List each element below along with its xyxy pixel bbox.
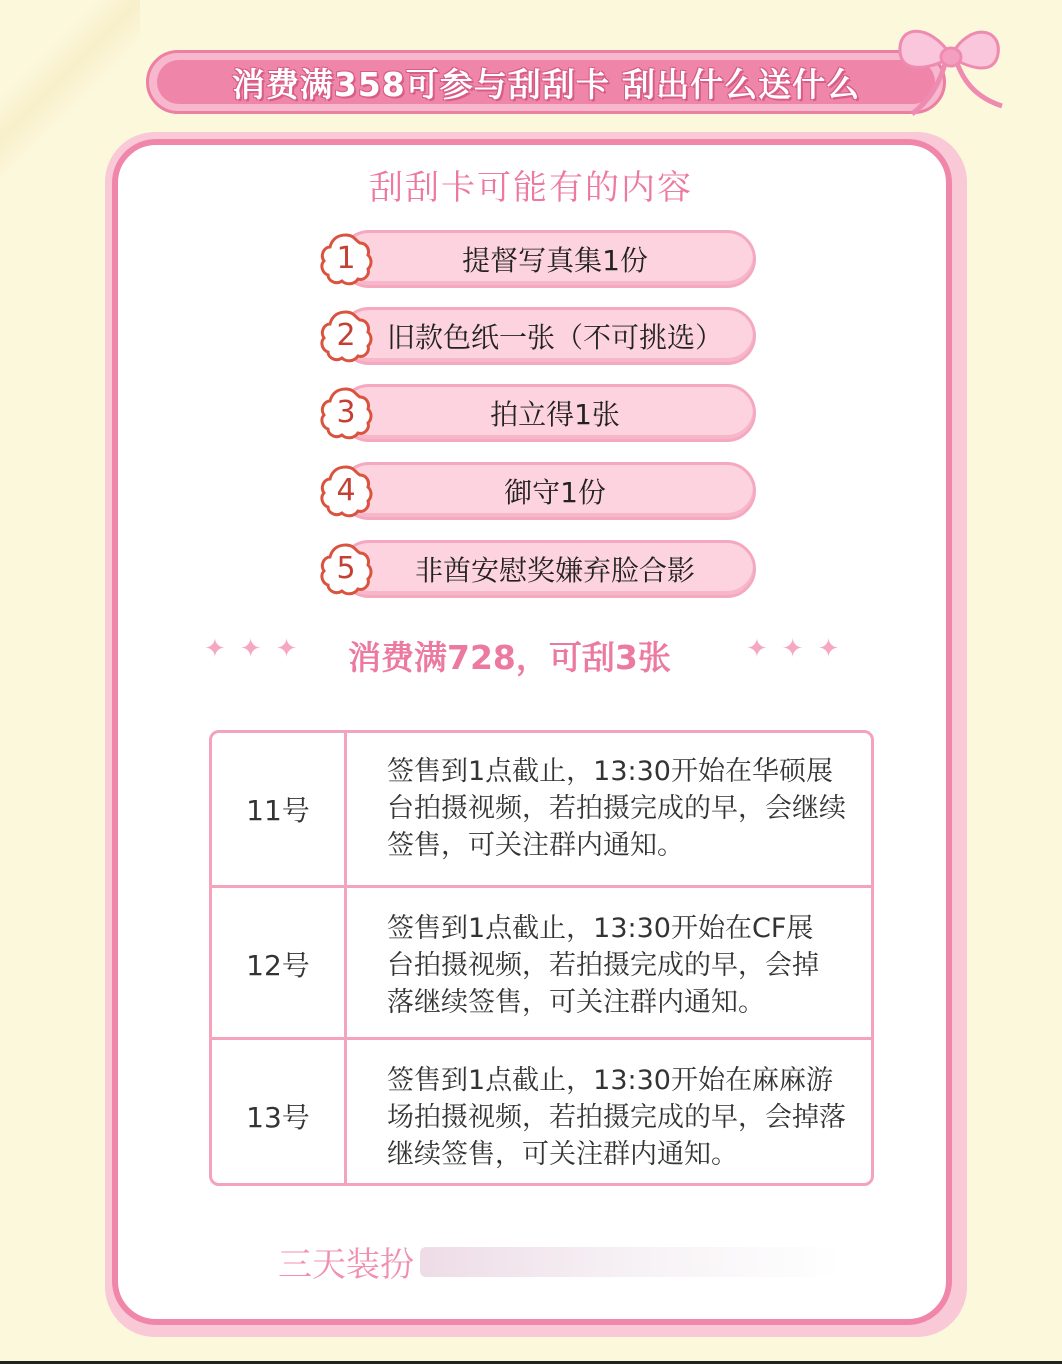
- schedule-day: 13号: [212, 1040, 347, 1186]
- prize-label: 拍立得1张: [490, 398, 620, 431]
- note-line: 签售到1点截止，13:30开始在CF展: [387, 913, 814, 944]
- promo-row: [0, 630, 1062, 680]
- footer-text: 三天装扮: [278, 1245, 414, 1285]
- note-line: 签售到1点截止，13:30开始在华硕展: [387, 756, 833, 787]
- sparkle-icon: ✦✦✦: [204, 634, 312, 664]
- prize-number: 3: [336, 394, 356, 430]
- note-line: 场拍摄视频，若拍摄完成的早，会掉落: [387, 1102, 846, 1133]
- banner-text: 消费满358可参与刮刮卡 刮出什么送什么: [231, 64, 861, 104]
- table-row: [212, 1037, 871, 1186]
- top-banner: [146, 50, 946, 114]
- schedule-note: [387, 1062, 851, 1173]
- prize-item-5: [318, 540, 756, 598]
- note-line: 台拍摄视频，若拍摄完成的早，会掉: [387, 950, 819, 981]
- footer-fade-overlay: [420, 1247, 840, 1277]
- prize-number: 2: [336, 317, 356, 353]
- banner-inner: [157, 60, 935, 104]
- schedule-note: [387, 753, 851, 864]
- note-line: 签售到1点截止，13:30开始在麻麻游: [387, 1065, 833, 1096]
- table-row: [212, 733, 871, 885]
- prizes-title: 刮刮卡可能有的内容: [369, 168, 693, 208]
- prize-item-3: [318, 384, 756, 442]
- note-line: 签售，可关注群内通知。: [387, 830, 684, 861]
- schedule-day: 11号: [212, 733, 347, 885]
- note-line: 台拍摄视频，若拍摄完成的早，会继续: [387, 793, 846, 824]
- prize-label: 非酋安慰奖嫌弃脸合影: [414, 554, 695, 587]
- schedule-table: [209, 730, 874, 1186]
- promo-text: 消费满728，可刮3张: [348, 638, 671, 677]
- prize-number: 4: [336, 472, 356, 508]
- ribbon-bow-icon: [890, 14, 1010, 134]
- prize-item-2: [318, 307, 756, 365]
- note-line: 落继续签售，可关注群内通知。: [387, 987, 765, 1018]
- prize-item-1: [318, 230, 756, 288]
- prize-number: 5: [336, 550, 356, 586]
- prize-label: 旧款色纸一张（不可挑选）: [386, 321, 723, 354]
- sparkle-icon: ✦✦✦: [746, 634, 854, 664]
- table-row: [212, 885, 871, 1040]
- schedule-note: [387, 910, 851, 1021]
- prize-label: 提督写真集1份: [462, 244, 648, 277]
- schedule-day: 12号: [212, 888, 347, 1040]
- note-line: 继续签售，可关注群内通知。: [387, 1139, 738, 1170]
- prize-item-4: [318, 462, 756, 520]
- prize-label: 御守1份: [504, 476, 606, 509]
- prize-number: 1: [336, 240, 356, 276]
